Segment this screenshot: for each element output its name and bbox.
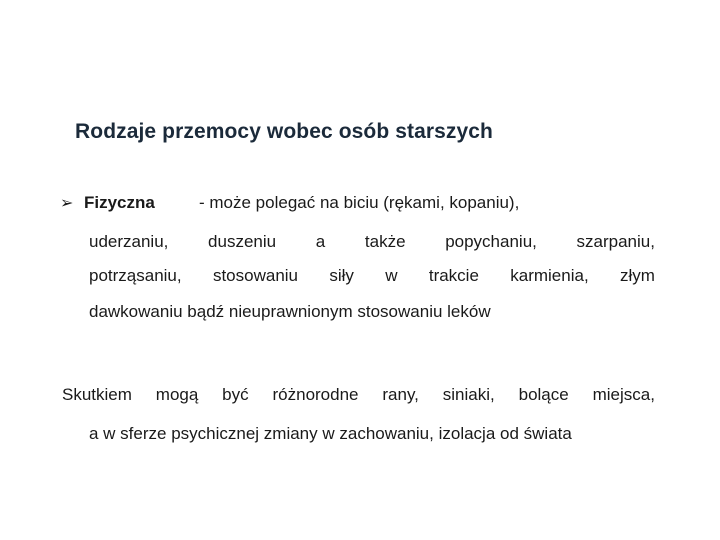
- word: szarpaniu,: [576, 232, 655, 251]
- paragraph-line-1: [62, 385, 655, 405]
- bullet-line-3: [89, 266, 655, 286]
- word: potrząsaniu,: [89, 266, 182, 285]
- bullet-line-1: [60, 193, 519, 213]
- word: złym: [620, 266, 655, 285]
- slide-title: Rodzaje przemocy wobec osób starszych: [75, 120, 493, 143]
- bullet-label: Fizyczna: [84, 193, 155, 212]
- word: rany,: [382, 385, 419, 404]
- word: także: [364, 232, 406, 251]
- word: w: [385, 266, 398, 285]
- word: siły: [329, 266, 354, 285]
- word: siniaki,: [442, 385, 495, 404]
- word: Skutkiem: [62, 385, 132, 404]
- bullet-text-line-1: - może polegać na biciu (rękami, kopaniu),: [199, 193, 520, 212]
- bullet-line-2: [89, 232, 655, 252]
- word: trakcie: [428, 266, 479, 285]
- arrow-bullet-icon: ➢: [60, 195, 74, 212]
- word: bolące: [518, 385, 569, 404]
- word: a: [315, 232, 326, 251]
- word: duszeniu: [208, 232, 277, 251]
- bullet-line-4: dawkowaniu bądź nieuprawnionym stosowaniu leków: [89, 302, 491, 321]
- paragraph-line-2: a w sferze psychicznej zmiany w zachowaniu, izolacja od świata: [89, 424, 572, 443]
- word: stosowaniu: [212, 266, 299, 285]
- word: być: [222, 385, 249, 404]
- word: karmienia,: [510, 266, 589, 285]
- word: uderzaniu,: [89, 232, 169, 251]
- word: różnorodne: [272, 385, 359, 404]
- word: miejsca,: [592, 385, 655, 404]
- word: popychaniu,: [445, 232, 537, 251]
- word: mogą: [155, 385, 199, 404]
